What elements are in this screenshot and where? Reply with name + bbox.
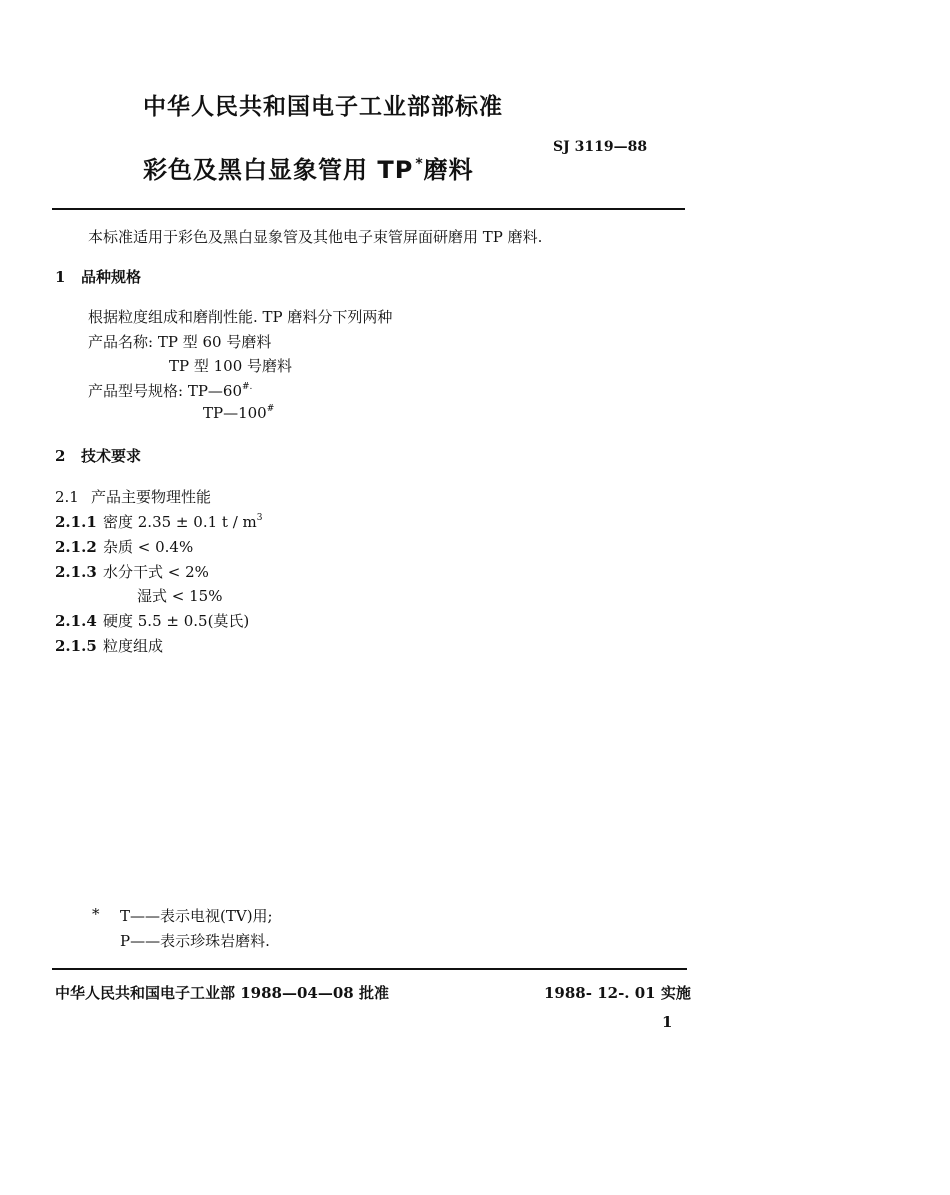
product-name-2: TP 型 100 号磨料 (169, 357, 293, 375)
standard-title (143, 150, 474, 185)
section-2-number: 2 (55, 447, 66, 465)
item-2-1-3 (55, 561, 209, 582)
item-2-1-1 (55, 511, 262, 532)
section-2-heading (55, 445, 141, 466)
item-number: 2.1.4 (55, 612, 97, 630)
item-superscript: 3 (256, 513, 263, 523)
item-number: 2.1.1 (55, 513, 97, 531)
page-number: 1 (662, 1013, 673, 1031)
approval-note: 中华人民共和国电子工业部 1988—04—08 批准 (55, 984, 389, 1002)
title-star: * (415, 156, 424, 172)
item-text: 硬度 5.5 ± 0.5(莫氏) (103, 612, 250, 630)
subsection-2-1-number: 2.1 (55, 488, 79, 506)
item-2-1-2 (55, 536, 193, 557)
item-2-1-5 (55, 635, 163, 656)
section-1-title: 品种规格 (81, 268, 142, 286)
item-number: 2.1.2 (55, 538, 97, 556)
issuing-organization: 中华人民共和国电子工业部部标准 (143, 94, 503, 120)
section-1-number: 1 (55, 268, 66, 286)
title-main: 彩色及黑白显象管用 TP (143, 156, 414, 184)
item-text: 粒度组成 (103, 637, 164, 655)
product-model-line (88, 380, 252, 401)
product-model-1: TP—60 (187, 382, 243, 400)
title-suffix: 磨料 (423, 156, 474, 184)
section-2-title: 技术要求 (81, 447, 142, 465)
standard-code: SJ 3119—88 (553, 139, 648, 155)
section-1-intro: 根据粒度组成和磨削性能. TP 磨料分下列两种 (88, 308, 393, 326)
subsection-2-1 (55, 486, 211, 507)
scope-paragraph: 本标准适用于彩色及黑白显象管及其他电子束管屏面研磨用 TP 磨料. (88, 228, 543, 246)
item-text: 水分干式 < 2% (103, 563, 209, 581)
effective-date: 1988- 12-. 01 实施 (544, 984, 691, 1002)
product-model-2-line (203, 404, 274, 422)
product-model-2: TP—100 (203, 404, 267, 422)
item-2-1-4 (55, 610, 249, 631)
model-2-mark: # (266, 404, 275, 414)
header-rule (52, 208, 685, 210)
item-2-1-3-wet: 湿式 < 15% (137, 587, 223, 605)
product-model-label: 产品型号规格: (88, 382, 188, 400)
item-number: 2.1.5 (55, 637, 97, 655)
section-1-heading (55, 266, 141, 287)
footer-rule (52, 968, 687, 970)
footnote-line-2: P——表示珍珠岩磨料. (120, 932, 270, 950)
product-name-label: 产品名称: (88, 333, 158, 351)
footnote-line-1: T——表示电视(TV)用; (120, 907, 273, 925)
model-1-mark: #. (242, 382, 253, 392)
footnote-marker: * (92, 905, 100, 923)
item-text: 杂质 < 0.4% (103, 538, 194, 556)
product-name-line (88, 331, 271, 352)
product-name-1: TP 型 60 号磨料 (157, 333, 272, 351)
item-number: 2.1.3 (55, 563, 97, 581)
subsection-2-1-title: 产品主要物理性能 (91, 488, 212, 506)
item-text: 密度 2.35 ± 0.1 t / m (103, 513, 257, 531)
